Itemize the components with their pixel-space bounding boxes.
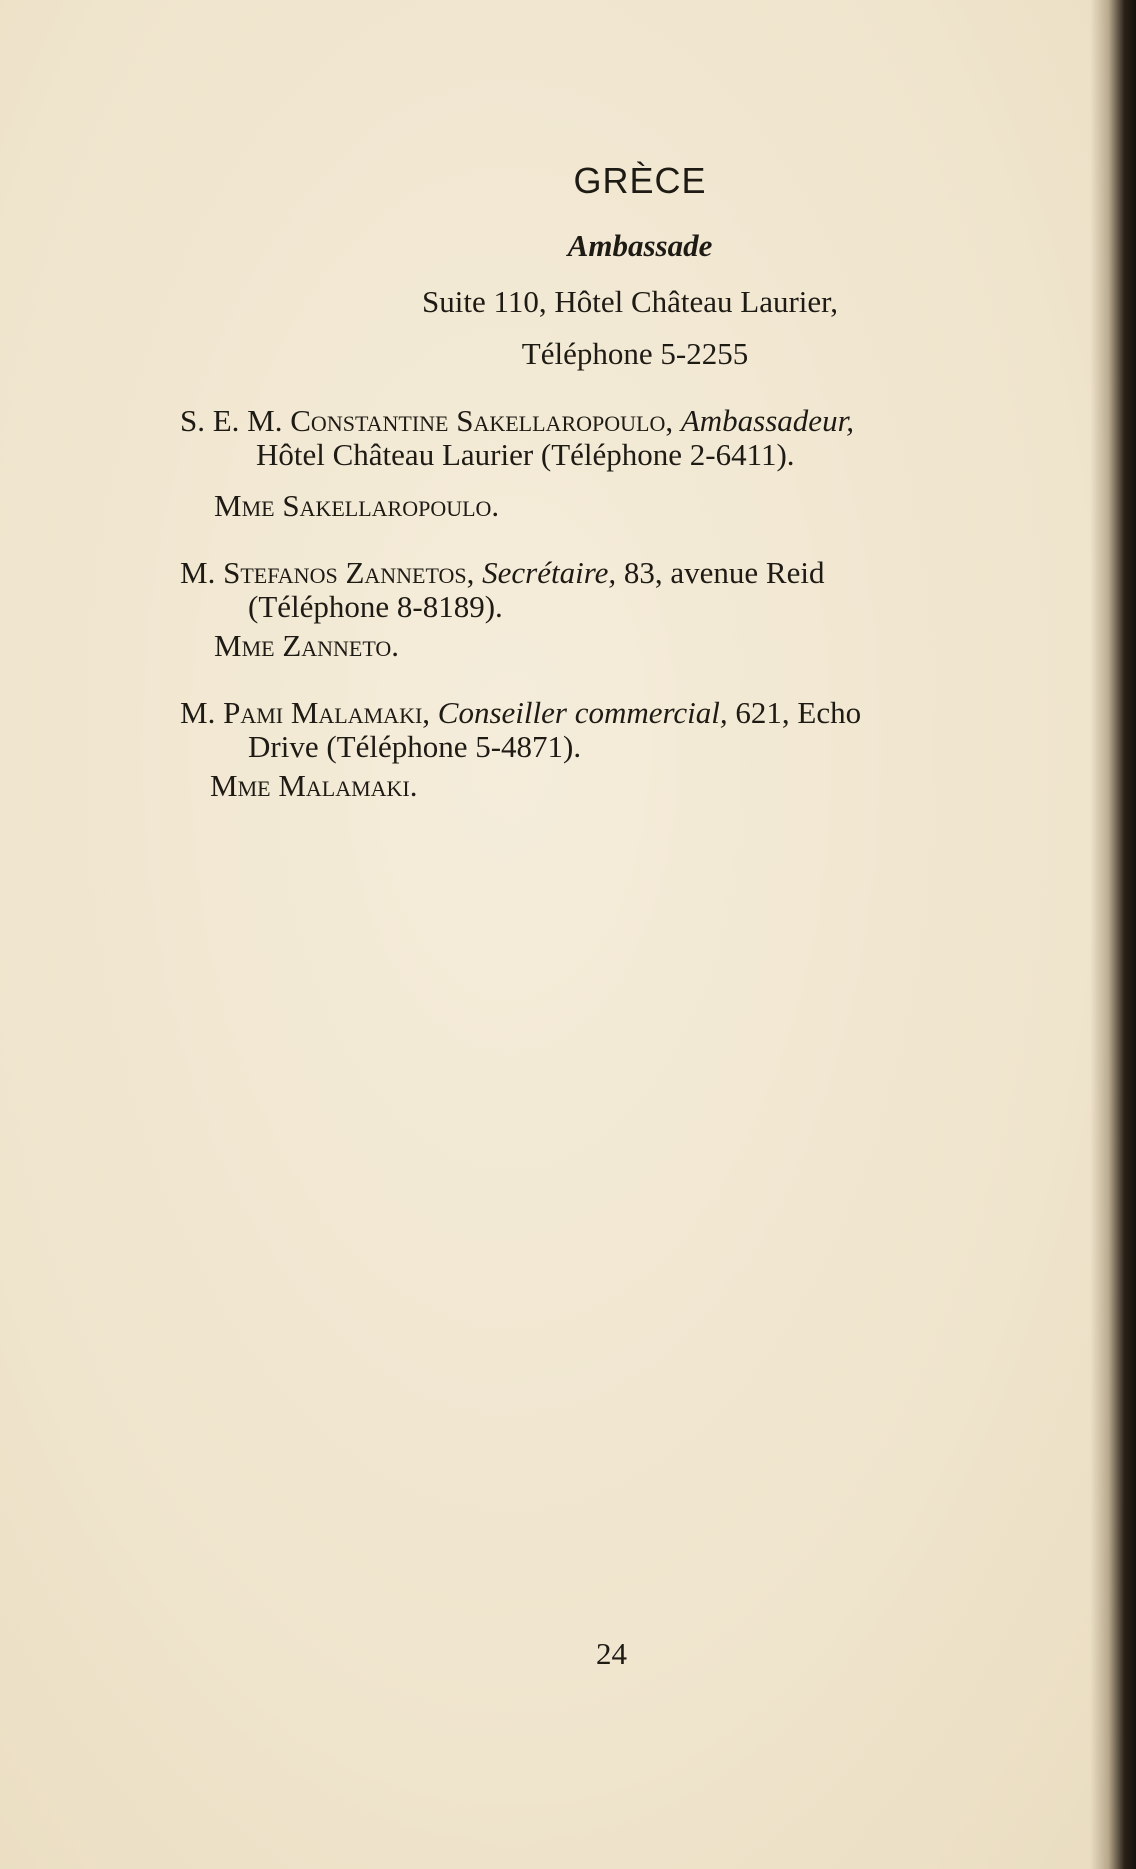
entry-line-1	[180, 404, 1080, 438]
entry-title: Secrétaire,	[482, 555, 617, 590]
entry-line-2: Hôtel Château Laurier (Téléphone 2-6411).	[256, 437, 795, 472]
entry-secretary	[180, 556, 1080, 624]
book-spine-shadow	[1090, 0, 1136, 1869]
entry-title: Conseiller commercial,	[437, 695, 728, 730]
entry-name: Constantine Sakellaropoulo,	[290, 403, 674, 438]
entry-line-1	[180, 696, 1080, 730]
entry-title: Ambassadeur,	[680, 403, 854, 438]
entry-prefix: S. E. M.	[180, 403, 283, 438]
entry-prefix: M.	[180, 695, 216, 730]
entry-prefix: M.	[180, 555, 216, 590]
entry-line-1	[180, 556, 1080, 590]
embassy-address: Suite 110, Hôtel Château Laurier,	[422, 284, 838, 319]
entry-name: Pami Malamaki,	[223, 695, 431, 730]
entry-line-2: (Téléphone 8-8189).	[248, 589, 503, 624]
entry-line-2: Drive (Téléphone 5-4871).	[248, 729, 582, 764]
entry-name: Stefanos Zannetos,	[223, 555, 475, 590]
entry-rest: 621, Echo	[735, 695, 862, 730]
embassy-phone: Téléphone 5-2255	[521, 336, 749, 371]
entry-ambassador	[180, 404, 1080, 472]
country-heading: GRÈCE	[573, 160, 707, 201]
entry-spouse: Mme Sakellaropoulo.	[214, 488, 500, 523]
entry-spouse: Mme Malamaki.	[210, 768, 418, 803]
page-number: 24	[596, 1636, 627, 1671]
entry-spouse: Mme Zanneto.	[214, 628, 400, 663]
embassy-heading: Ambassade	[567, 228, 713, 263]
entry-rest: 83, avenue Reid	[623, 555, 825, 590]
entry-commercial-counsellor	[180, 696, 1080, 764]
